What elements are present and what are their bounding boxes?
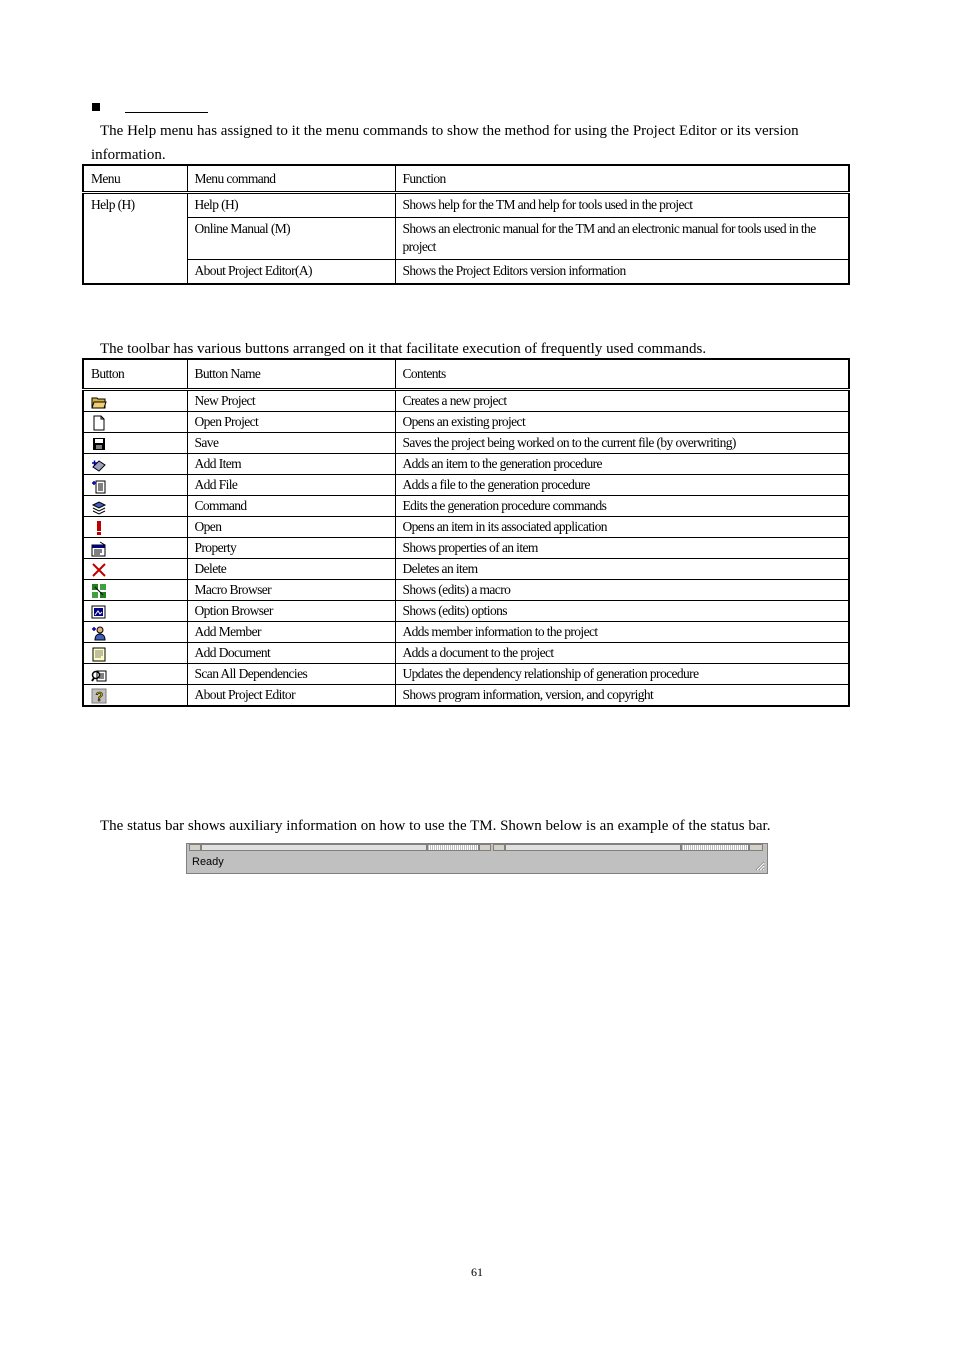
button-name-cell: Delete bbox=[187, 559, 395, 580]
section-bullet bbox=[92, 103, 100, 111]
command-icon bbox=[91, 499, 107, 515]
property-icon bbox=[91, 541, 107, 557]
contents-cell: Adds an item to the generation procedure bbox=[395, 454, 849, 475]
scroll-thumb[interactable] bbox=[427, 844, 479, 851]
header-contents: Contents bbox=[395, 359, 849, 390]
button-name-cell: Command bbox=[187, 496, 395, 517]
contents-cell: Opens an item in its associated application bbox=[395, 517, 849, 538]
table-row bbox=[83, 622, 849, 643]
help-intro-text: The Help menu has assigned to it the menu commands to show the method for using the Project Editor or its version information. bbox=[91, 123, 799, 163]
table-row bbox=[83, 559, 849, 580]
toolbar-buttons-table bbox=[82, 358, 850, 707]
contents-cell: Adds member information to the project bbox=[395, 622, 849, 643]
contents-cell: Adds a file to the generation procedure bbox=[395, 475, 849, 496]
contents-cell: Adds a document to the project bbox=[395, 643, 849, 664]
contents-cell: Edits the generation procedure commands bbox=[395, 496, 849, 517]
help-menu-table bbox=[82, 164, 850, 285]
table-row bbox=[83, 538, 849, 559]
toolbar-intro-text: The toolbar has various buttons arranged on it that facilitate execution of frequently used commands. bbox=[100, 341, 707, 357]
scroll-left-button-2[interactable] bbox=[493, 844, 505, 851]
button-name-cell: Add File bbox=[187, 475, 395, 496]
button-name-cell: Scan All Dependencies bbox=[187, 664, 395, 685]
header-button-name: Button Name bbox=[187, 359, 395, 390]
contents-cell: Shows program information, version, and copyright bbox=[395, 685, 849, 707]
scroll-right-button[interactable] bbox=[479, 844, 491, 851]
menu-command-cell: Help (H) bbox=[187, 193, 395, 218]
contents-cell: Shows (edits) options bbox=[395, 601, 849, 622]
function-cell: Shows an electronic manual for the TM and an electronic manual for tools used in the project bbox=[395, 218, 849, 260]
scroll-thumb-2[interactable] bbox=[681, 844, 749, 851]
table-row bbox=[83, 685, 849, 707]
resize-grip-icon[interactable] bbox=[753, 859, 765, 871]
status-intro-text: The status bar shows auxiliary information on how to use the TM. Shown below is an example of the status bar. bbox=[100, 818, 771, 834]
page-number: 61 bbox=[471, 1265, 483, 1279]
section-title-underline bbox=[125, 112, 208, 113]
contents-cell: Deletes an item bbox=[395, 559, 849, 580]
button-name-cell: Property bbox=[187, 538, 395, 559]
contents-cell: Updates the dependency relationship of generation procedure bbox=[395, 664, 849, 685]
table-row bbox=[83, 454, 849, 475]
scroll-left-button[interactable] bbox=[189, 844, 201, 851]
contents-cell: Saves the project being worked on to the current file (by overwriting) bbox=[395, 433, 849, 454]
function-cell: Shows the Project Editors version information bbox=[395, 260, 849, 285]
menu-command-cell: Online Manual (M) bbox=[187, 218, 395, 260]
function-cell: Shows help for the TM and help for tools used in the project bbox=[395, 193, 849, 218]
table-row bbox=[83, 193, 849, 218]
status-text: Ready bbox=[192, 856, 224, 868]
button-name-cell: About Project Editor bbox=[187, 685, 395, 707]
delete-icon bbox=[91, 562, 107, 578]
scrollbar-strip bbox=[187, 844, 767, 852]
open-project-icon bbox=[91, 415, 107, 431]
table-row bbox=[83, 496, 849, 517]
table-row bbox=[83, 260, 849, 285]
table-row bbox=[83, 433, 849, 454]
table-row bbox=[83, 580, 849, 601]
button-name-cell: New Project bbox=[187, 390, 395, 412]
scroll-right-button-2[interactable] bbox=[749, 844, 763, 851]
add-member-icon bbox=[91, 625, 107, 641]
button-name-cell: Open Project bbox=[187, 412, 395, 433]
about-project-editor-icon bbox=[91, 688, 107, 704]
contents-cell: Shows properties of an item bbox=[395, 538, 849, 559]
button-name-cell: Add Item bbox=[187, 454, 395, 475]
contents-cell: Shows (edits) a macro bbox=[395, 580, 849, 601]
button-name-cell: Macro Browser bbox=[187, 580, 395, 601]
table-header-row bbox=[83, 359, 849, 390]
button-name-cell: Option Browser bbox=[187, 601, 395, 622]
button-name-cell: Open bbox=[187, 517, 395, 538]
contents-cell: Opens an existing project bbox=[395, 412, 849, 433]
button-name-cell: Add Member bbox=[187, 622, 395, 643]
button-name-cell: Add Document bbox=[187, 643, 395, 664]
table-header-row bbox=[83, 165, 849, 193]
table-row bbox=[83, 475, 849, 496]
scroll-track[interactable] bbox=[201, 844, 427, 851]
status-bar-example bbox=[186, 843, 768, 874]
svg-text:?: ? bbox=[95, 688, 103, 704]
table-row bbox=[83, 412, 849, 433]
table-row bbox=[83, 601, 849, 622]
add-file-icon bbox=[91, 478, 107, 494]
save-icon bbox=[91, 436, 107, 452]
table-row bbox=[83, 390, 849, 412]
scan-all-dependencies-icon bbox=[91, 667, 107, 683]
option-browser-icon bbox=[91, 604, 107, 620]
button-name-cell: Save bbox=[187, 433, 395, 454]
header-menu: Menu bbox=[83, 165, 187, 193]
header-function: Function bbox=[395, 165, 849, 193]
add-document-icon bbox=[91, 646, 107, 662]
open-icon bbox=[91, 520, 107, 536]
contents-cell: Creates a new project bbox=[395, 390, 849, 412]
table-row bbox=[83, 218, 849, 260]
table-row bbox=[83, 664, 849, 685]
table-row bbox=[83, 643, 849, 664]
add-item-icon bbox=[91, 457, 107, 473]
new-project-icon bbox=[91, 394, 107, 410]
table-row bbox=[83, 517, 849, 538]
macro-browser-icon bbox=[91, 583, 107, 599]
header-button: Button bbox=[83, 359, 187, 390]
scroll-track-2[interactable] bbox=[505, 844, 681, 851]
header-menu-command: Menu command bbox=[187, 165, 395, 193]
menu-cell: Help (H) bbox=[83, 193, 187, 285]
menu-command-cell: About Project Editor(A) bbox=[187, 260, 395, 285]
